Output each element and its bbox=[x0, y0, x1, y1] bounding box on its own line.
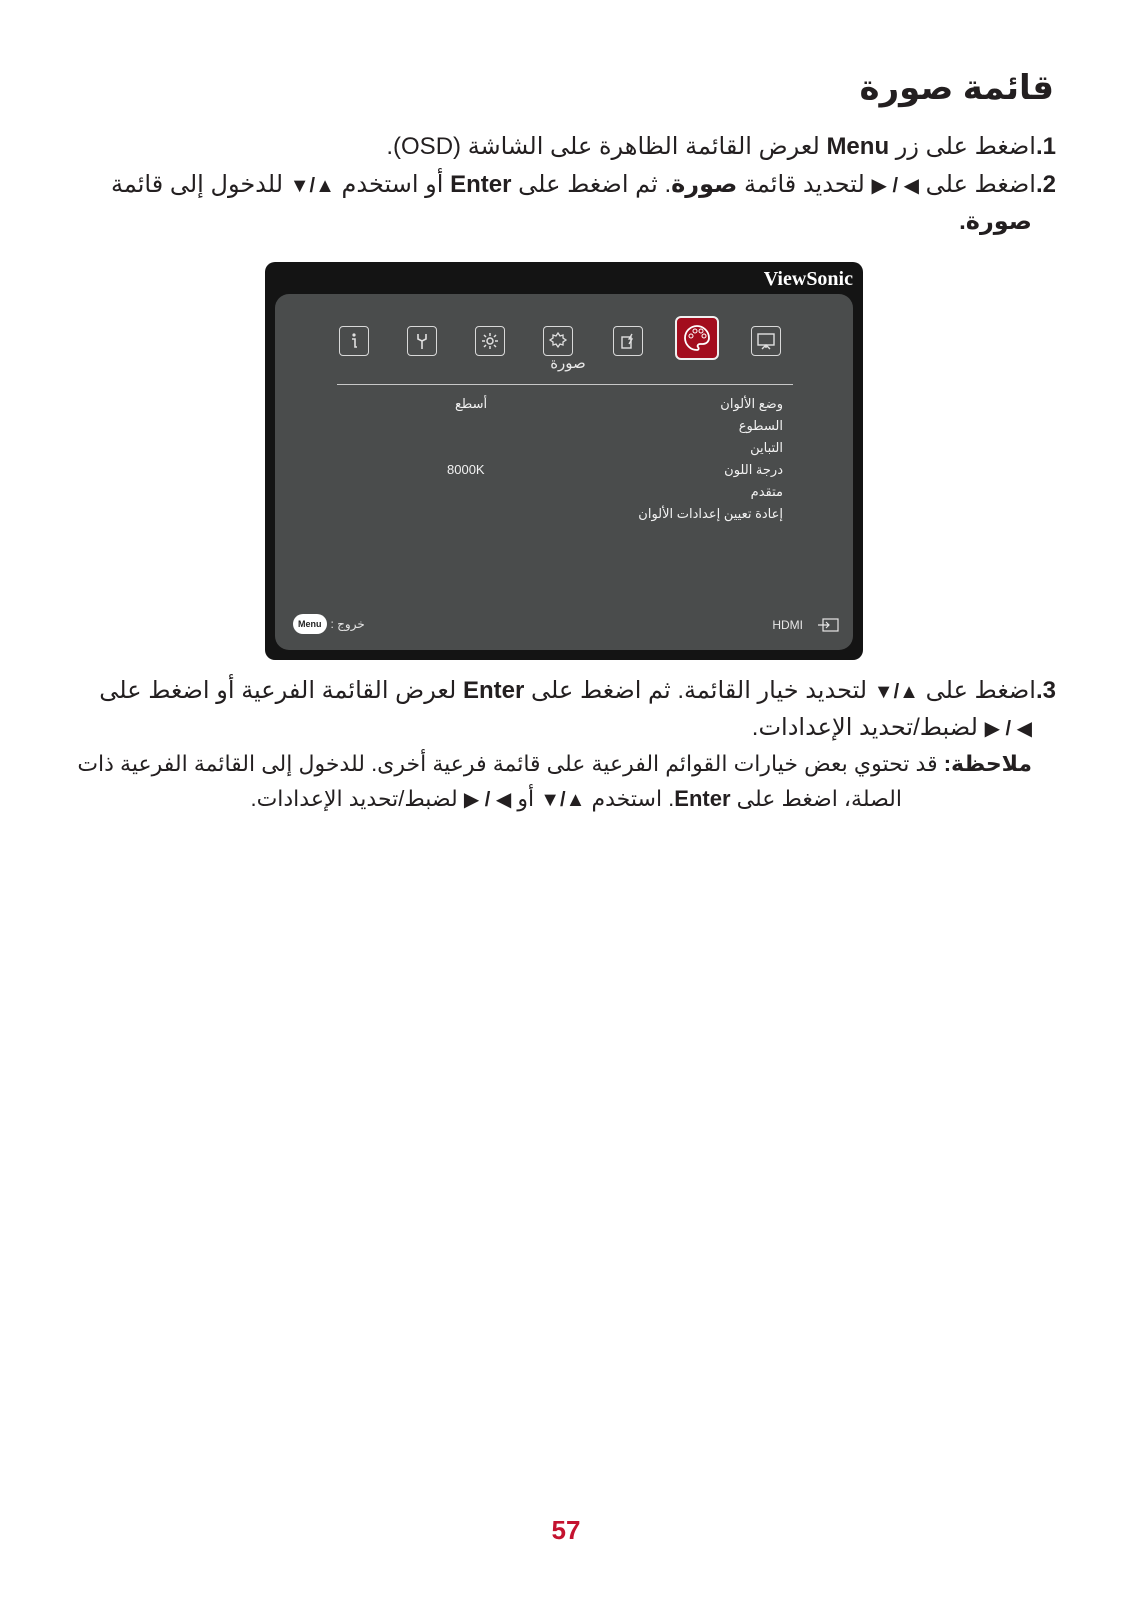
left-right-arrows-icon: ◀ / ▶ bbox=[984, 718, 1032, 740]
step-3 bbox=[76, 672, 1056, 711]
step-text: لضبط/تحديد الإعدادات. bbox=[751, 714, 985, 741]
active-tab-label: صورة bbox=[550, 355, 586, 372]
power-management-icon[interactable] bbox=[613, 326, 643, 356]
step-2-continued: صورة. bbox=[959, 208, 1032, 235]
step-text: اضغط على bbox=[918, 171, 1036, 198]
menu-row-value: أسطع bbox=[455, 396, 488, 411]
up-down-arrows-icon: ▲/▼ bbox=[540, 789, 586, 811]
step-1 bbox=[386, 128, 1056, 165]
osd-screen bbox=[265, 262, 863, 660]
page-number: 57 bbox=[551, 1515, 581, 1545]
key-name: Enter bbox=[450, 171, 512, 198]
step-number: 1. bbox=[1035, 133, 1056, 160]
menu-row-label[interactable]: وضع الألوان bbox=[720, 396, 783, 411]
menu-row-label[interactable]: متقدم bbox=[750, 484, 783, 499]
step-text: للدخول إلى قائمة bbox=[110, 171, 290, 198]
viewsonic-logo: ViewSonic bbox=[763, 268, 853, 290]
key-name: Enter bbox=[674, 786, 731, 811]
note-text: الصلة، اضغط على bbox=[730, 786, 902, 811]
input-source-icon bbox=[817, 618, 839, 632]
image-palette-icon[interactable] bbox=[675, 316, 719, 360]
menu-row-label[interactable]: إعادة تعيين إعدادات الألوان bbox=[638, 506, 783, 521]
left-right-arrows-icon: ◀ / ▶ bbox=[871, 175, 919, 197]
advanced-gear-icon[interactable] bbox=[475, 326, 505, 356]
information-icon[interactable] bbox=[339, 326, 369, 356]
divider bbox=[337, 384, 793, 385]
up-down-arrows-icon: ▲/▼ bbox=[873, 681, 919, 703]
key-name: Enter bbox=[463, 677, 525, 704]
note-text: لضبط/تحديد الإعدادات. bbox=[250, 786, 464, 811]
note-text: أو bbox=[511, 786, 541, 811]
step-text: . ثم اضغط على bbox=[511, 171, 672, 198]
step-text: اضغط على زر bbox=[889, 133, 1036, 160]
step-text: لتحديد قائمة bbox=[737, 171, 872, 198]
step-text: اضغط على bbox=[918, 677, 1036, 704]
step-3-continued bbox=[752, 709, 1032, 748]
note bbox=[72, 745, 1032, 782]
up-down-arrows-icon: ▲/▼ bbox=[289, 175, 335, 197]
step-text: لعرض القائمة الظاهرة على الشاشة (OSD). bbox=[386, 133, 827, 160]
note-continued bbox=[250, 780, 902, 819]
step-text: لعرض القائمة الفرعية أو اضغط على bbox=[99, 677, 463, 704]
menu-row-value: 8000K bbox=[447, 462, 485, 477]
menu-row-label[interactable]: درجة اللون bbox=[724, 462, 783, 477]
exit-hint bbox=[293, 614, 365, 634]
source-label: HDMI bbox=[772, 618, 803, 632]
input-source bbox=[772, 618, 839, 632]
key-name: Menu bbox=[826, 133, 890, 160]
display-icon[interactable] bbox=[751, 326, 781, 356]
menu-button[interactable]: Menu bbox=[293, 614, 327, 634]
exit-label: خروج : bbox=[330, 617, 365, 631]
note-text: قد تحتوي بعض خيارات القوائم الفرعية على قائمة فرعية أخرى. للدخول إلى القائمة الفرعية ذات bbox=[77, 751, 944, 776]
note-label: ملاحظة: bbox=[943, 751, 1032, 776]
left-right-arrows-icon: ◀ / ▶ bbox=[463, 789, 512, 811]
step-text: أو استخدم bbox=[334, 171, 451, 198]
wrench-icon[interactable] bbox=[407, 326, 437, 356]
step-number: 3. bbox=[1035, 677, 1056, 704]
menu-name: صورة bbox=[671, 171, 738, 198]
menu-row-label[interactable]: السطوع bbox=[738, 418, 783, 433]
menu-row-label[interactable]: التباين bbox=[750, 440, 783, 455]
step-text: لتحديد خيار القائمة. ثم اضغط على bbox=[524, 677, 874, 704]
basic-gear-icon[interactable] bbox=[543, 326, 573, 356]
step-2 bbox=[76, 166, 1056, 205]
step-number: 2. bbox=[1035, 171, 1056, 198]
note-text: . استخدم bbox=[585, 786, 675, 811]
page-title: قائمة صورة bbox=[859, 69, 1054, 107]
osd-panel bbox=[275, 294, 853, 650]
